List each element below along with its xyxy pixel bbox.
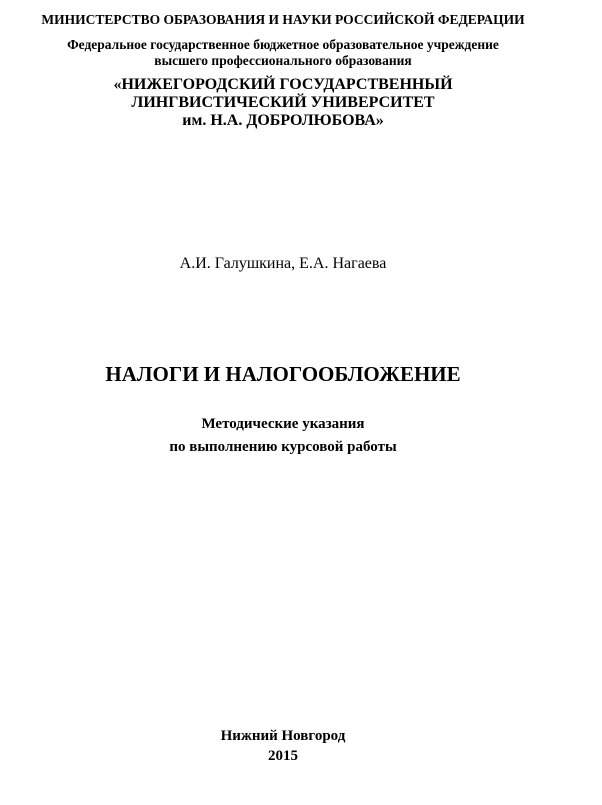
publication-city: Нижний Новгород [220, 728, 346, 744]
university-name-line-3: им. Н.А. ДОБРОЛЮБОВА» [182, 112, 384, 129]
publication-year: 2015 [268, 748, 298, 764]
university-name-line-1: «НИЖЕГОРОДСКИЙ ГОСУДАРСТВЕННЫЙ [113, 76, 453, 93]
ministry-heading: МИНИСТЕРСТВО ОБРАЗОВАНИЯ И НАУКИ РОССИЙСКОЙ ФЕДЕРАЦИИ [41, 12, 525, 27]
document-title: НАЛОГИ И НАЛОГООБЛОЖЕНИЕ [105, 362, 461, 386]
subtitle-line-2: по выполнению курсовой работы [169, 439, 397, 455]
subtitle-line-1: Методические указания [201, 416, 365, 432]
institution-type-line-1: Федеральное государственное бюджетное образовательное учреждение [67, 37, 499, 52]
authors: А.И. Галушкина, Е.А. Нагаева [179, 255, 387, 272]
institution-type-line-2: высшего профессионального образования [154, 53, 412, 68]
university-name-line-2: ЛИНГВИСТИЧЕСКИЙ УНИВЕРСИТЕТ [131, 94, 435, 111]
